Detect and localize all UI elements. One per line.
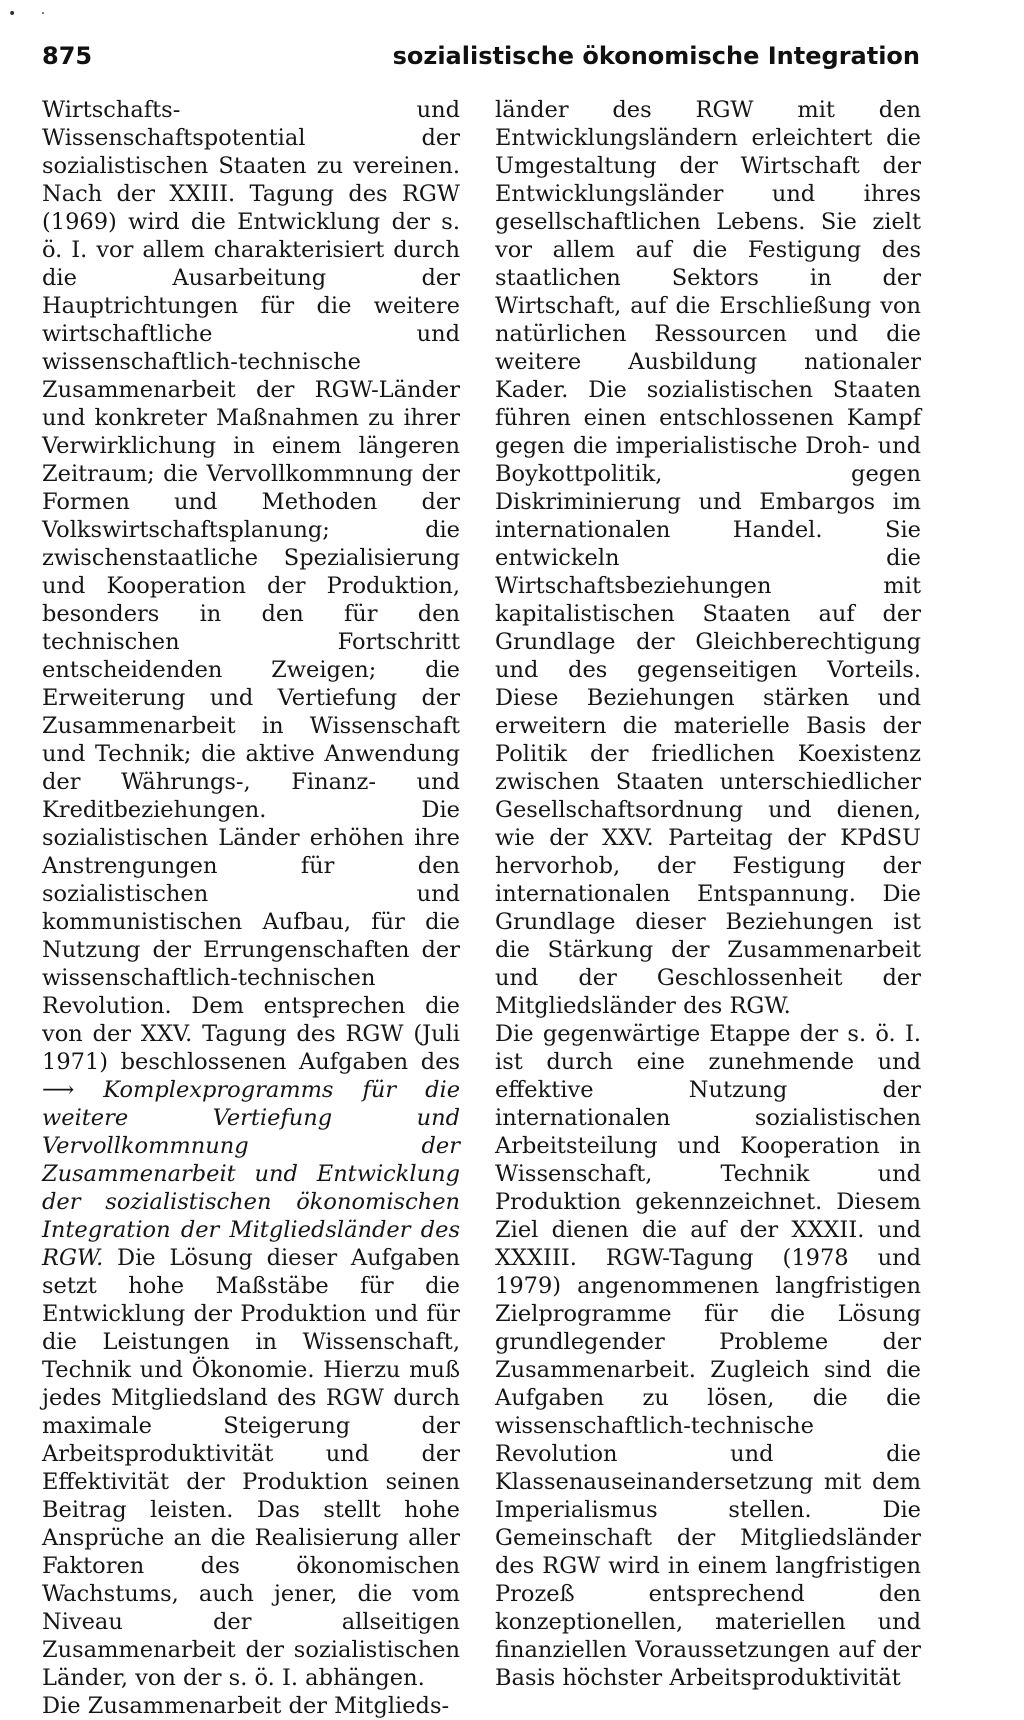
cross-reference-title: Komplexprogramms für die weitere Vertiefung und Vervollkommnung der Zusammenarbeit und Entwicklung der sozialistischen ökonomischen Integration der Mitgliedsländer des RGW. <box>42 1077 461 1271</box>
right-column <box>495 96 921 1692</box>
right-paragraph-2: Die gegenwärtige Etappe der s. ö. I. ist durch eine zunehmende und effektive Nutzung der internationalen sozialistischen Arbeitsteilung und Kooperation in Wissenschaft, Technik und Produktion gekennzeichnet. Diesem Ziel dienen die auf der XXXII. und XXXIII. RGW-Tagung (1978 und 1979) angenommenen langfristigen Zielprogramme für die Lösung grundlegender Probleme der Zusammenarbeit. Zugleich sind die Aufgaben zu lösen, die die wissenschaftlich-technische Revolution und die Klassenauseinandersetzung mit dem Imperialismus stellen. Die Gemeinschaft der Mitgliedsländer des RGW wird in einem langfristigen Prozeß entsprechend den konzeptionellen, materiellen und finanziellen Voraussetzungen auf der Basis höchster Arbeitsproduktivität <box>495 1021 921 1691</box>
corner-mark: • · <box>8 6 56 22</box>
left-paragraph-1 <box>42 96 460 1692</box>
left-column <box>42 96 460 1720</box>
running-head: sozialistische ökonomische Integration <box>392 42 920 70</box>
right-paragraph-1: länder des RGW mit den Entwicklungsländern erleichtert die Umgestaltung der Wirtschaft der Entwicklungsländer und ihres gesellschaftlichen Lebens. Sie zielt vor allem auf die Festigung des staatlichen Sektors in der Wirtschaft, auf die Erschließung von natürlichen Ressourcen und die weitere Ausbildung nationaler Kader. Die sozialistischen Staaten führen einen entschlossenen Kampf gegen die imperialistische Droh- und Boykottpolitik, gegen Diskriminierung und Embargos im internationalen Handel. Sie entwickeln die Wirtschaftsbeziehungen mit kapitalistischen Staaten auf der Grundlage der Gleichberechtigung und des gegenseitigen Vorteils. Diese Beziehungen stärken und erweitern die materielle Basis der Politik der friedlichen Koexistenz zwischen Staaten unterschiedlicher Gesellschaftsordnung und dienen, wie der XXV. Parteitag der KPdSU hervorhob, der Festigung der internationalen Entspannung. Die Grundlage dieser Beziehungen ist die Stärkung der Zusammenarbeit und der Geschlossenheit der Mitgliedsländer des RGW. <box>495 97 921 1019</box>
page-number: 875 <box>42 42 93 70</box>
left-paragraph-2: Die Zusammenarbeit der Mitglieds- <box>42 1693 450 1719</box>
left-paragraph-1-text: Wirtschafts- und Wissenschaftspotential der sozialistischen Staaten zu vereinen. Nach der XXIII. Tagung des RGW (1969) wird die Entwicklung der s. ö. I. vor allem charakterisiert durch die Ausarbeitung der Hauptrichtungen für die weitere wirtschaftliche und wissenschaftlich-technische Zusammenarbeit der RGW-Länder und konkreter Maßnahmen zu ihrer Verwirklichung in einem längeren Zeitraum; die Vervollkommnung der Formen und Methoden der Volkswirtschaftsplanung; die zwischenstaatliche Spezialisierung und Kooperation der Produktion, besonders in den für den technischen Fortschritt entscheidenden Zweigen; die Erweiterung und Vertiefung der Zusammenarbeit in Wissenschaft und Technik; die aktive Anwendung der Währungs-, Finanz- und Kreditbeziehungen. Die sozialistischen Länder erhöhen ihre Anstrengungen für den sozialistischen und kommunistischen Aufbau, für die Nutzung der Errungenschaften der wissenschaftlich-technischen Revolution. Dem entsprechen die von der XXV. Tagung des RGW (Juli 1971) beschlossenen Aufgaben des <box>42 97 460 1075</box>
page-header <box>42 42 920 76</box>
cross-reference-arrow: ⟶ <box>42 1077 75 1103</box>
left-paragraph-1-continuation: Die Lösung dieser Aufgaben setzt hohe Maßstäbe für die Entwicklung der Produktion und für die Leistungen in Wissenschaft, Technik und Ökonomie. Hierzu muß jedes Mitgliedsland des RGW durch maximale Steigerung der Arbeitsproduktivität und der Effektivität der Produktion seinen Beitrag leisten. Das stellt hohe Ansprüche an die Realisierung aller Faktoren des ökonomischen Wachstums, auch jener, die vom Niveau der allseitigen Zusammenarbeit der sozialistischen Länder, von der s. ö. I. abhängen. <box>42 1245 460 1691</box>
